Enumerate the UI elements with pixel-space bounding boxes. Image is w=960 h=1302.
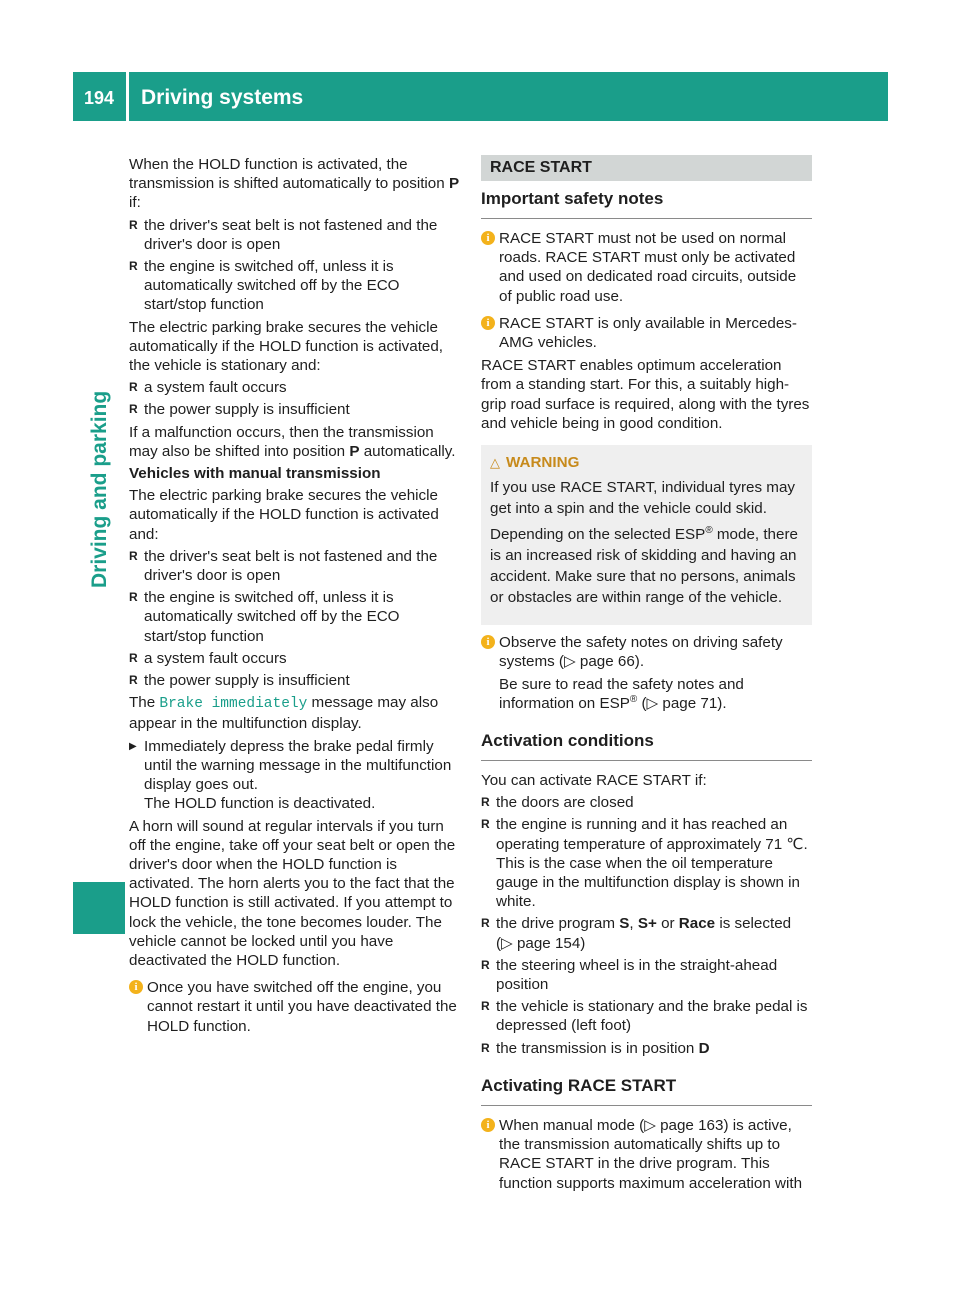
side-chapter-text: Driving and parking [88, 390, 111, 588]
bullet-list [129, 547, 461, 690]
paragraph: When the HOLD function is activated, the transmission is shifted automatically to position P if: [129, 156, 460, 212]
list-item: R the engine is running and it has reached an operating temperature of approximately 71 ℃. This is the case when the oil temperature gauge in the multifunction display is shown in white. [481, 815, 812, 911]
list-item: R the vehicle is stationary and the brake pedal is depressed (left foot) [481, 997, 812, 1035]
info-note: i Once you have switched off the engine, you cannot restart it until you have deactivated the HOLD function. [129, 978, 461, 1036]
list-item: R the power supply is insufficient [129, 671, 461, 690]
info-icon: i [481, 1118, 495, 1132]
action-step: ▶ Immediately depress the brake pedal firmly until the warning message in the multifunction display goes out. The HOLD function is deactivated. [129, 737, 461, 814]
subheading: Vehicles with manual transmission [129, 465, 381, 483]
warning-box [481, 445, 812, 625]
info-note: i RACE START is only available in Mercedes-AMG vehicles. [481, 314, 812, 352]
list-item: R a system fault occurs [129, 649, 461, 668]
info-note: i When manual mode (▷ page 163) is active, the transmission automatically shifts up to RACE START in the drive program. This function supports maximum acceleration with [481, 1116, 812, 1193]
list-item: R the doors are closed [481, 793, 812, 812]
info-note: i Observe the safety notes on driving safety systems (▷ page 66). Be sure to read the safety notes and information on ESP® (▷ page 71). [481, 633, 812, 713]
paragraph: RACE START enables optimum acceleration from a standing start. For this, a suitably high-grip road surface is required, along with the tyres and vehicle being in good condition. [481, 357, 810, 432]
warning-text: Depending on the selected ESP® mode, there is an increased risk of skidding and having an accident. Make sure that no persons, animals or obstacles are within range of the vehicle. [490, 525, 798, 607]
display-message: Brake immediately [159, 696, 308, 713]
page-title: Driving systems [141, 86, 304, 109]
list-item: R the driver's seat belt is not fastened and the driver's door is open [129, 547, 461, 585]
bullet-list [129, 378, 461, 419]
info-icon: i [129, 980, 143, 994]
list-item: R the drive program S, S+ or Race is selected (▷ page 154) [481, 914, 812, 952]
warning-title: △ WARNING [490, 454, 580, 472]
page-number: 194 [83, 88, 115, 108]
heading-activation-conditions: Activation conditions [481, 731, 812, 761]
heading-safety-notes: Important safety notes [481, 189, 812, 219]
paragraph: You can activate RACE START if: [481, 772, 707, 790]
paragraph: The electric parking brake secures the vehicle automatically if the HOLD function is activated and: [129, 487, 439, 543]
right-column [481, 155, 812, 1197]
warning-triangle-icon: △ [490, 455, 500, 471]
paragraph: If a malfunction occurs, then the transmission may also be shifted into position P automatically. [129, 423, 456, 460]
left-column [129, 155, 461, 1040]
info-icon: i [481, 635, 495, 649]
bullet-list [481, 793, 812, 1058]
list-item: R the driver's seat belt is not fastened and the driver's door is open [129, 216, 461, 254]
list-item: R the power supply is insufficient [129, 400, 461, 419]
side-chapter-marker [73, 882, 125, 934]
side-chapter-label [80, 150, 120, 870]
info-icon: i [481, 316, 495, 330]
paragraph: The Brake immediately message may also appear in the multifunction display. [129, 694, 439, 733]
info-note: i RACE START must not be used on normal roads. RACE START must only be activated and used on dedicated road circuits, outside of public road use. [481, 229, 812, 306]
page-reference: ▷ page 66 [563, 653, 635, 671]
list-item: R the engine is switched off, unless it is automatically switched off by the ECO start/stop function [129, 257, 461, 315]
list-item: R the steering wheel is in the straight-ahead position [481, 956, 812, 994]
page-reference: (▷ page 71). [637, 694, 727, 712]
paragraph: A horn will sound at regular intervals if you turn off the engine, take off your seat belt or open the driver's door when the HOLD function is activated. The horn alerts you to the fact that the HOLD function is still activated. If you attempt to lock the vehicle, the tone becomes louder. The vehicle cannot be locked until you have deactivated the HOLD function. [129, 817, 456, 969]
warning-text: If you use RACE START, individual tyres may get into a spin and the vehicle could skid. [490, 479, 795, 518]
action-result: The HOLD function is deactivated. [144, 795, 376, 813]
bullet-list [129, 216, 461, 315]
section-title: RACE START [481, 155, 812, 181]
list-item: R a system fault occurs [129, 378, 461, 397]
list-item: R the engine is switched off, unless it is automatically switched off by the ECO start/stop function [129, 588, 461, 646]
paragraph: The electric parking brake secures the vehicle automatically if the HOLD function is activated, the vehicle is stationary and: [129, 318, 444, 375]
list-item: R the transmission is in position D [481, 1039, 812, 1058]
header-divider [126, 72, 129, 121]
info-icon: i [481, 231, 495, 245]
heading-activating: Activating RACE START [481, 1076, 812, 1106]
